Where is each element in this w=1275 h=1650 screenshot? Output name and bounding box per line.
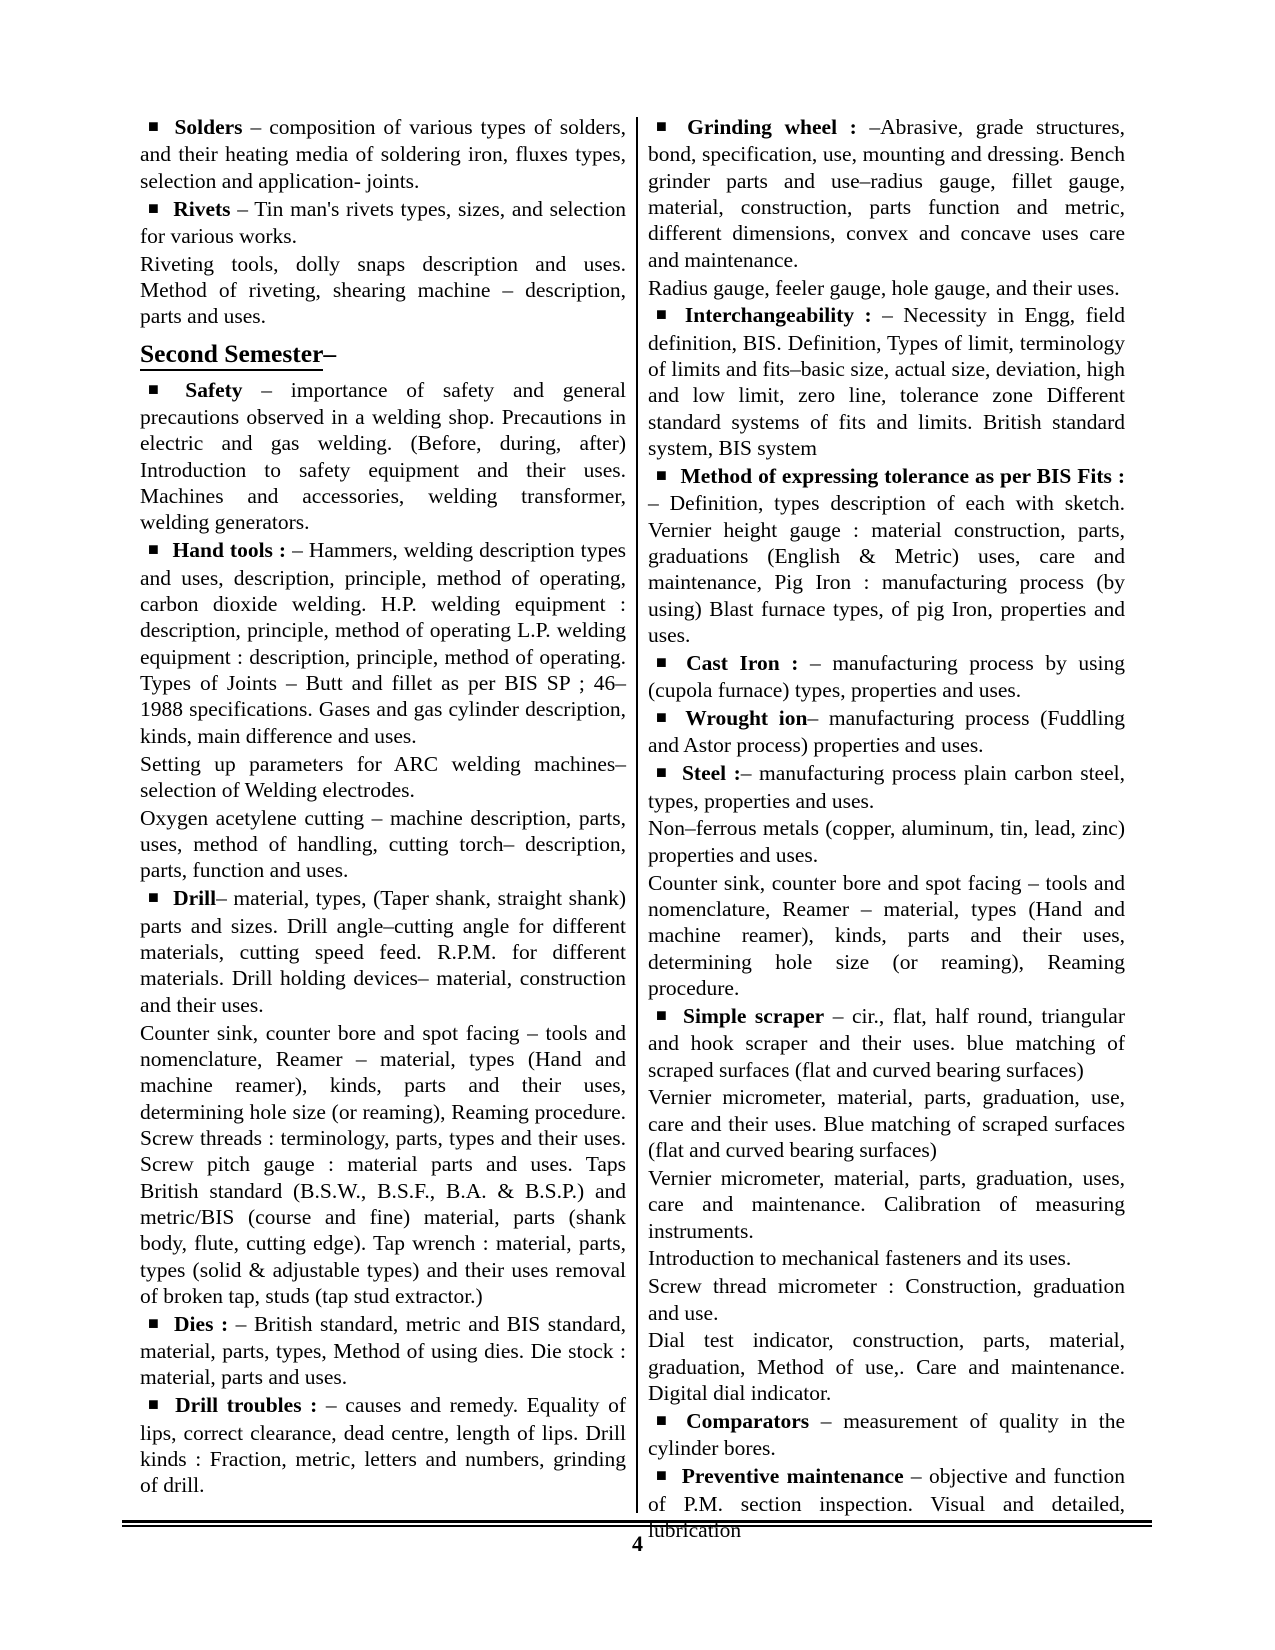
bullet-square-icon: ■ <box>656 464 668 485</box>
bullet-square-icon: ■ <box>656 1410 674 1430</box>
bullet-paragraph: ■ Grinding wheel : –Abrasive, grade structures, bond, specification, use, mounting and dressing. Bench grinder parts and use–radius gauge, fillet gauge, material, construction, parts function and metric, different dimensions, convex and concave uses care and maintenance. <box>648 115 1126 272</box>
bullet-square-icon: ■ <box>148 378 173 399</box>
bullet-paragraph: ■ Drill– material, types, (Taper shank, straight shank) parts and sizes. Drill angle–cutting angle for different materials, cutting speed feed. R.P.M. for different materials. Drill holding devices– material, construction and their uses. <box>140 886 626 1017</box>
bullet-square-icon: ■ <box>656 707 673 728</box>
bullet-square-icon: ■ <box>148 887 161 908</box>
bullet-square-icon: ■ <box>656 651 674 672</box>
right-column <box>648 114 1125 1545</box>
bullet-paragraph: ■ Drill troubles : – causes and remedy. Equality of lips, correct clearance, dead centre, length of lips. Drill kinds : Fraction, metric, letters and numbers, grinding of drill. <box>140 1393 627 1498</box>
term-bold: Steel : <box>681 761 741 786</box>
term-bold: Drill <box>173 886 217 911</box>
term-bold: Safety <box>185 377 243 402</box>
bullet-square-icon: ■ <box>656 1465 669 1486</box>
bullet-paragraph: ■ Safety – importance of safety and general precautions observed in a welding shop. Precautions in electric and gas welding. (Before, during, after) Introduction to safety equipment and their uses. Machines and accessories, welding transformer, welding generators. <box>140 377 626 535</box>
bullet-square-icon: ■ <box>656 762 669 783</box>
bullet-square-icon: ■ <box>148 197 161 218</box>
paragraph: Riveting tools, dolly snaps description and uses. Method of riveting, shearing machine – description, parts and uses. <box>140 251 626 329</box>
bullet-paragraph: ■ Method of expressing tolerance as per BIS Fits : – Definition, types description of each with sketch. Vernier height gauge : material construction, parts, graduations (English & Metric) uses, care and maintenance, Pig Iron : manufacturing process (by using) Blast furnace types, of pig Iron, properties and uses. <box>648 463 1125 648</box>
bullet-paragraph: ■ Preventive maintenance – objective and function of P.M. section inspection. Visual and detailed, lubrication <box>648 1464 1125 1542</box>
paragraph: Oxygen acetylene cutting – machine description, parts, uses, method of handling, cutting torch– description, parts, function and uses. <box>140 805 626 883</box>
bullet-square-icon: ■ <box>148 1394 163 1415</box>
paragraph: Setting up parameters for ARC welding machines– selection of Welding electrodes. <box>140 751 626 802</box>
term-bold: Grinding wheel : <box>687 115 857 139</box>
paragraph: Non–ferrous metals (copper, aluminum, tin, lead, zinc) properties and uses. <box>648 816 1125 867</box>
bullet-square-icon: ■ <box>148 116 162 136</box>
paragraph: Counter sink, counter bore and spot facing – tools and nomenclature, Reamer – material, types (Hand and machine reamer), kinds, parts and their uses, determining hole size (or reaming), Reaming procedure. Screw threads : terminology, parts, types and their uses. Screw pitch gauge : material parts and uses. Taps British standard (B.S.W., B.S.F., B.A. & B.S.P.) and metric/BIS (course and fine) material, parts (shank body, flute, cutting edge). Tap wrench : material, parts, types (solid & adjustable types) and their uses removal of broken tap, studs (tap stud extractor.) <box>140 1020 626 1308</box>
term-bold: Wrought ion <box>685 706 808 731</box>
bullet-paragraph: ■ Simple scraper – cir., flat, half round, triangular and hook scraper and their uses. blue matching of scraped surfaces (flat and curved bearing surfaces) <box>648 1003 1125 1082</box>
paragraph: Screw thread micrometer : Construction, graduation and use. <box>648 1274 1125 1325</box>
paragraph: Vernier micrometer, material, parts, graduation, uses, care and maintenance. Calibration of measuring instruments. <box>648 1165 1125 1243</box>
term-bold: Preventive maintenance <box>681 1464 904 1489</box>
bullet-square-icon: ■ <box>656 1004 671 1025</box>
page-number: 4 <box>632 1531 643 1556</box>
paragraph: Dial test indicator, construction, parts, material, graduation, Method of use,. Care and maintenance. Digital dial indicator. <box>648 1328 1125 1406</box>
term-bold: Method of expressing tolerance as per BIS Fits : <box>680 463 1125 488</box>
term-bold: Comparators <box>686 1409 810 1433</box>
term-bold: Dies : <box>174 1311 229 1336</box>
bullet-paragraph: ■ Wrought ion– manufacturing process (Fuddling and Astor process) properties and uses. <box>648 706 1125 758</box>
paragraph: Radius gauge, feeler gauge, hole gauge, and their uses. <box>648 275 1120 300</box>
bullet-paragraph: ■ Rivets – Tin man's rivets types, sizes, and selection for various works. <box>140 196 626 248</box>
column-divider-line <box>636 117 638 1513</box>
term-bold: Cast Iron : <box>686 650 799 675</box>
bullet-square-icon: ■ <box>656 304 672 325</box>
bullet-paragraph: ■ Dies : – British standard, metric and BIS standard, material, parts, types, Method of using dies. Die stock : material, parts and uses. <box>140 1311 626 1390</box>
section-heading: Second Semester– <box>140 337 626 370</box>
term-bold: Hand tools : <box>172 538 287 563</box>
term-bold: Solders <box>174 115 243 139</box>
term-bold: Rivets <box>173 196 231 221</box>
bullet-square-icon: ■ <box>148 539 160 560</box>
term-bold: Drill troubles : <box>175 1393 318 1418</box>
bullet-paragraph: ■ Comparators – measurement of quality in the cylinder bores. <box>648 1409 1125 1461</box>
bullet-paragraph: ■ Interchangeability : – Necessity in Engg, field definition, BIS. Definition, Types of limit, terminology of limits and fits–basic size, actual size, deviation, high and low limit, zero line, tolerance zone Different standard systems of fits and limits. British standard system, BIS system <box>648 303 1125 461</box>
term-bold: Simple scraper <box>683 1003 825 1028</box>
bullet-paragraph: ■ Solders – composition of various types of solders, and their heating media of soldering iron, fluxes types, selection and application- joints. <box>140 115 626 193</box>
bullet-square-icon: ■ <box>656 116 675 136</box>
paragraph: Counter sink, counter bore and spot facing – tools and nomenclature, Reamer – material, types (Hand and machine reamer), kinds, parts and their uses, determining hole size (or reaming), Reaming procedure. <box>648 870 1125 1000</box>
page-content <box>140 114 1125 1545</box>
footer-rule <box>122 1520 1152 1527</box>
bullet-paragraph: ■ Steel :– manufacturing process plain carbon steel, types, properties and uses. <box>648 761 1125 813</box>
bullet-paragraph: ■ Cast Iron : – manufacturing process by using (cupola furnace) types, properties and uses. <box>648 650 1125 703</box>
paragraph: Introduction to mechanical fasteners and its uses. <box>648 1246 1072 1271</box>
section-heading-text: Second Semester <box>140 339 323 371</box>
bullet-square-icon: ■ <box>148 1312 162 1333</box>
left-column <box>140 114 626 1545</box>
paragraph: Vernier micrometer, material, parts, graduation, use, care and their uses. Blue matching of scraped surfaces (flat and curved bearing surfaces) <box>648 1085 1125 1163</box>
term-bold: Interchangeability : <box>684 303 872 328</box>
bullet-paragraph: ■ Hand tools : – Hammers, welding description types and uses, description, principle, method of operating, carbon dioxide welding. H.P. welding equipment : description, principle, method of operating L.P. welding equipment : description, principle, method of operating. Types of Joints – Butt and fillet as per BIS SP ; 46–1988 specifications. Gases and gas cylinder description, kinds, main difference and uses. <box>140 538 626 748</box>
